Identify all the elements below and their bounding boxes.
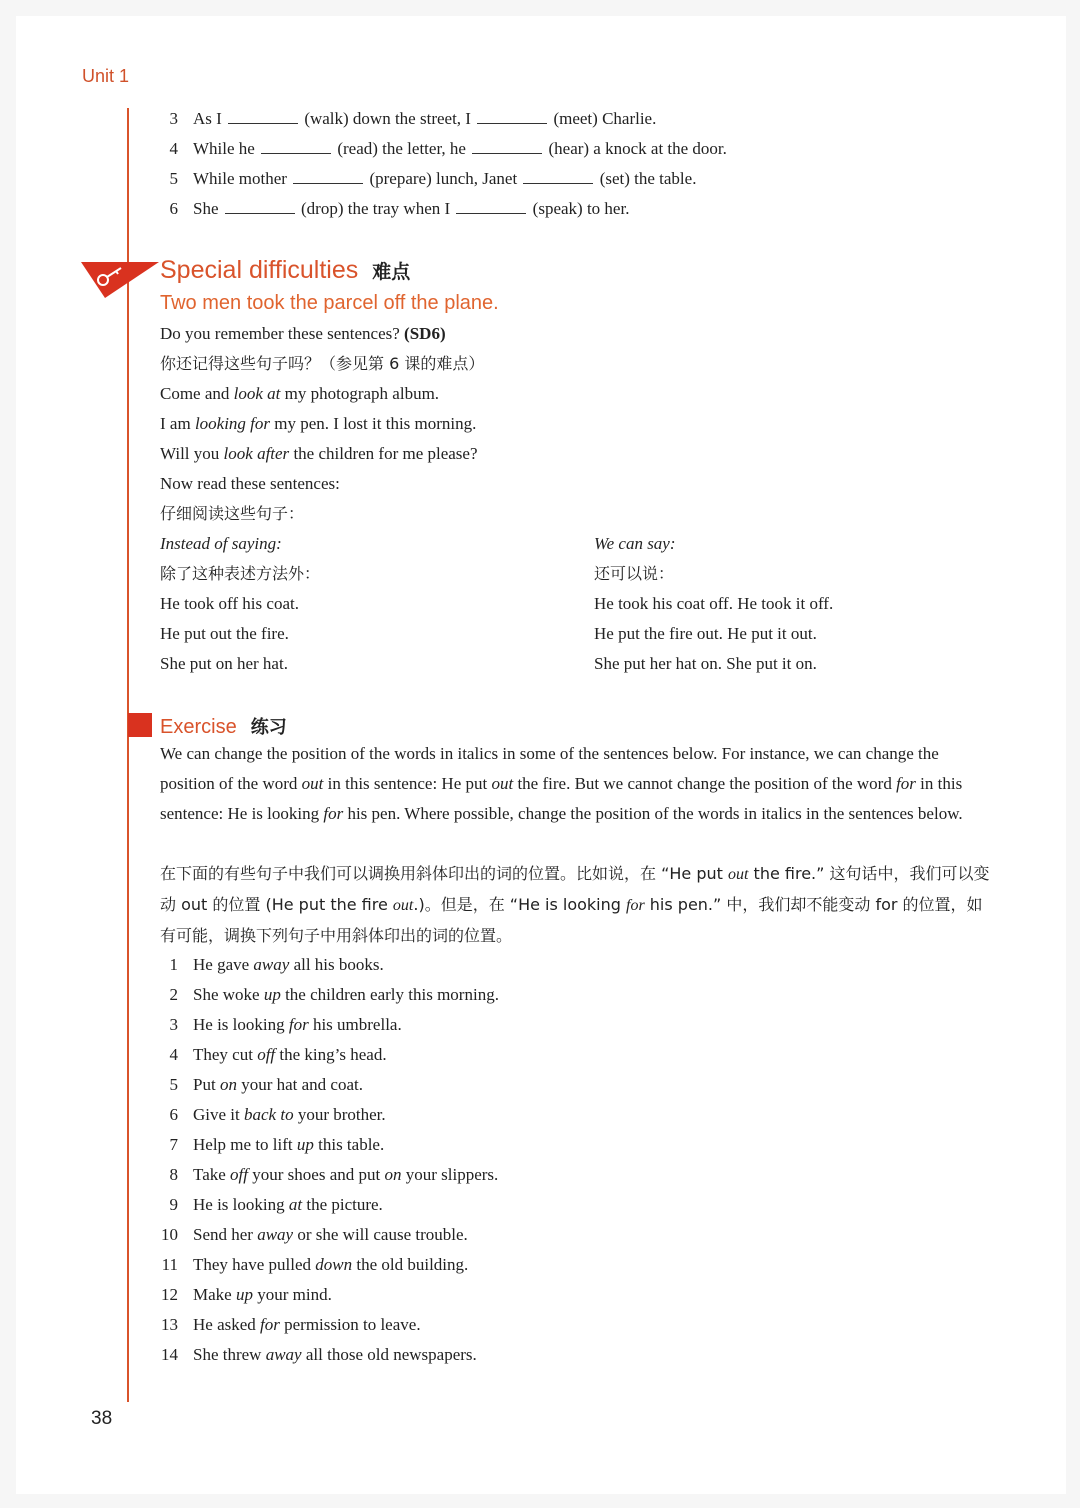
exercise-line: While mother (prepare) lunch, Janet (set) the table. [193,169,697,188]
item-number: 5 [169,169,178,188]
item-number: 4 [169,139,178,158]
exercise-sentence: They cut off the king’s head. [193,1045,387,1064]
exercise-sentence: He is looking for his umbrella. [193,1015,402,1034]
left-column-item: He took off his coat. [160,594,299,613]
now-read-cn: 仔细阅读这些句子： [160,504,305,523]
left-column-heading: Instead of saying: [160,534,282,553]
exercise-sentence: She threw away all those old newspapers. [193,1345,477,1364]
margin-rule [127,108,129,1402]
item-number: 5 [169,1075,178,1094]
unit-label: Unit 1 [82,66,130,86]
right-column-item: He put the fire out. He put it out. [594,624,817,643]
remember-question: Do you remember these sentences? (SD6) [160,324,446,343]
remember-question-cn: 你还记得这些句子吗？（参见第 6 课的难点） [160,354,485,373]
exercise-instructions-cn: 在下面的有些句子中我们可以调换用斜体印出的词的位置。比如说，在 “He put out the fire.” 这句话中，我们可以变动 out 的位置 (He put the fire out.)。但是，在 “He is looking for his pen.” 中，我们却不能变动 for 的位置，如有可能，调换下列句子中用斜体印出的词的位置。 [160,864,990,945]
item-number: 9 [169,1195,178,1214]
exercise-sentence: She woke up the children early this morning. [193,985,499,1004]
exercise-instructions: We can change the position of the words in italics in some of the sentences below. For instance, we can change the position of the word out in this sentence: He put out the fire. But we cannot change the position of the word for in this sentence: He is looking for his pen. Where possible, change the position of the words in italics in the sentences below. [160,744,963,823]
left-column-heading-cn: 除了这种表述方法外： [160,564,321,583]
item-number: 13 [161,1315,178,1334]
right-column-heading: We can say: [594,534,676,553]
item-number: 3 [169,109,178,128]
item-number: 1 [169,955,178,974]
exercise-sentence: He asked for permission to leave. [193,1315,421,1334]
left-column-item: She put on her hat. [160,654,288,673]
exercise-sentence: He gave away all his books. [193,955,384,974]
item-number: 11 [161,1255,178,1274]
page-number: 38 [91,1408,113,1429]
example-sentence: Come and look at my photograph album. [160,384,440,403]
exercise-sentence: Put on your hat and coat. [193,1075,363,1094]
exercise-sentence: Help me to lift up this table. [193,1135,385,1154]
item-number: 14 [161,1345,178,1364]
section-title-special: Special difficulties 难点 [160,256,411,284]
exercise-sentence: Take off your shoes and put on your slippers. [193,1165,499,1184]
item-number: 8 [169,1165,178,1184]
item-number: 3 [169,1015,178,1034]
section-subtitle: Two men took the parcel off the plane. [160,292,499,314]
left-column-item: He put out the fire. [160,624,289,643]
right-column-item: He took his coat off. He took it off. [594,594,834,613]
item-number: 4 [169,1045,178,1064]
exercise-line: She (drop) the tray when I (speak) to her. [193,199,630,218]
item-number: 12 [161,1285,178,1304]
example-sentence: I am looking for my pen. I lost it this morning. [160,414,477,433]
exercise-sentence: He is looking at the picture. [193,1195,383,1214]
right-column-item: She put her hat on. She put it on. [594,654,817,673]
item-number: 6 [169,199,178,218]
exercise-line: While he (read) the letter, he (hear) a knock at the door. [193,139,727,158]
right-column-heading-cn: 还可以说： [594,564,675,583]
item-number: 6 [169,1105,178,1124]
item-number: 10 [161,1225,178,1244]
example-sentence: Will you look after the children for me please? [160,444,478,463]
now-read: Now read these sentences: [160,474,340,493]
exercise-sentence: Make up your mind. [193,1285,332,1304]
section-title-exercise: Exercise 练习 [160,716,287,738]
key-icon [81,260,159,300]
exercise-sentence: Give it back to your brother. [193,1105,386,1124]
item-number: 2 [169,985,178,1004]
exercise-sentence: They have pulled down the old building. [193,1255,469,1274]
exercise-line: As I (walk) down the street, I (meet) Charlie. [193,109,657,128]
exercise-sentence: Send her away or she will cause trouble. [193,1225,468,1244]
item-number: 7 [169,1135,178,1154]
exercise-marker-icon [128,713,152,737]
